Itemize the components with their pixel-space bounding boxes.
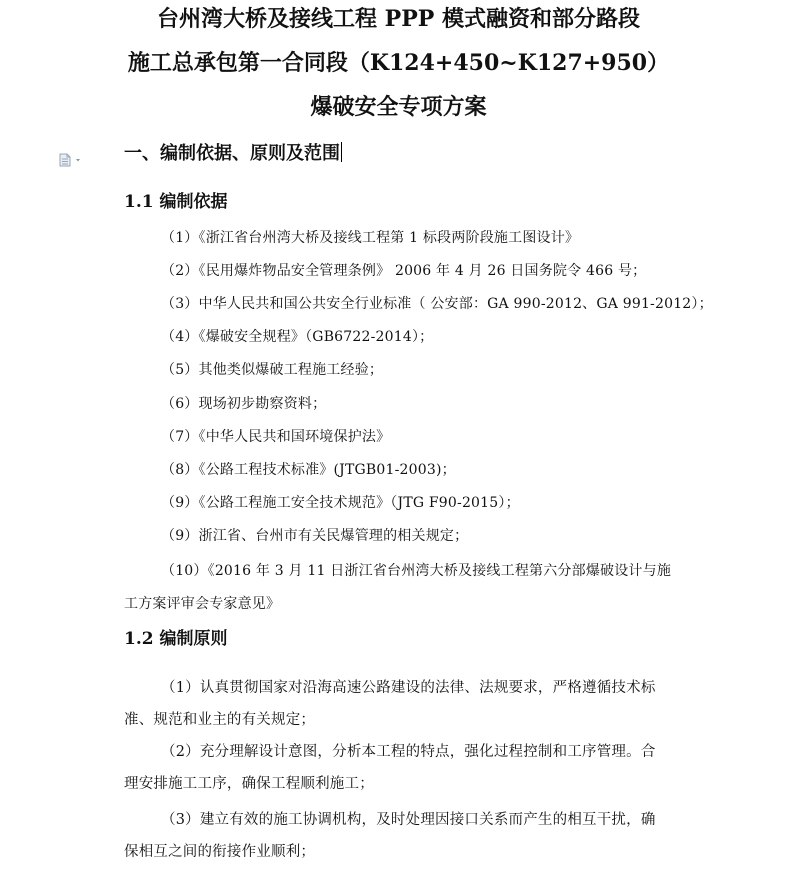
basis-item-5: （5）其他类似爆破工程施工经验； [161,362,384,378]
text-cursor [341,142,342,162]
section-heading-1-text: 一、编制依据、原则及范围 [124,143,340,164]
principle-1-line-2: 准、规范和业主的有关规定； [124,712,316,728]
document-title-line-3: 爆破安全专项方案 [310,94,487,120]
basis-item-3: （3）中华人民共和国公共安全行业标准（ 公安部：GA 990-2012、GA 991-2012）； [161,296,713,312]
basis-item-7: （7）《中华人民共和国环境保护法》 [161,429,391,445]
document-title-line-2: 施工总承包第一合同段（K124+450~K127+950） [127,50,670,76]
principle-2-line-1: （2）充分理解设计意图，分析本工程的特点，强化过程控制和工序管理。合 [161,744,656,760]
document-dropdown-icon[interactable] [59,152,85,166]
basis-item-8: （8）《公路工程技术标准》(JTGB01-2003)； [161,462,456,478]
basis-item-10: （9）浙江省、台州市有关民爆管理的相关规定； [161,528,469,544]
basis-item-2: （2）《民用爆炸物品安全管理条例》 2006 年 4 月 26 日国务院令 466 号； [161,263,647,279]
document-title-line-1: 台州湾大桥及接线工程 PPP 模式融资和部分路段 [157,6,640,32]
principle-3-line-1: （3）建立有效的施工协调机构，及时处理因接口关系而产生的相互干扰，确 [161,812,656,828]
principle-2-line-2: 理安排施工工序，确保工程顺利施工； [124,776,374,792]
section-heading-1 [124,140,342,168]
basis-item-4: （4）《爆破安全规程》（GB6722-2014）； [161,329,434,345]
basis-item-11: （10）《2016 年 3 月 11 日浙江省台州湾大桥及接线工程第六分部爆破设计与施 [161,563,672,579]
basis-item-6: （6）现场初步勘察资料； [161,396,327,412]
principle-3-line-2: 保相互之间的衔接作业顺利； [124,844,316,860]
basis-item-1: （1）《浙江省台州湾大桥及接线工程第 1 标段两阶段施工图设计》 [161,230,580,246]
section-heading-1-2: 1.2 编制原则 [124,629,228,649]
basis-item-11-continuation: 工方案评审会专家意见》 [124,596,281,612]
principle-1-line-1: （1）认真贯彻国家对沿海高速公路建设的法律、法规要求，严格遵循技术标 [161,680,656,696]
section-heading-1-1: 1.1 编制依据 [124,192,228,212]
basis-item-9: （9）《公路工程施工安全技术规范》（JTG F90-2015）； [161,495,520,511]
